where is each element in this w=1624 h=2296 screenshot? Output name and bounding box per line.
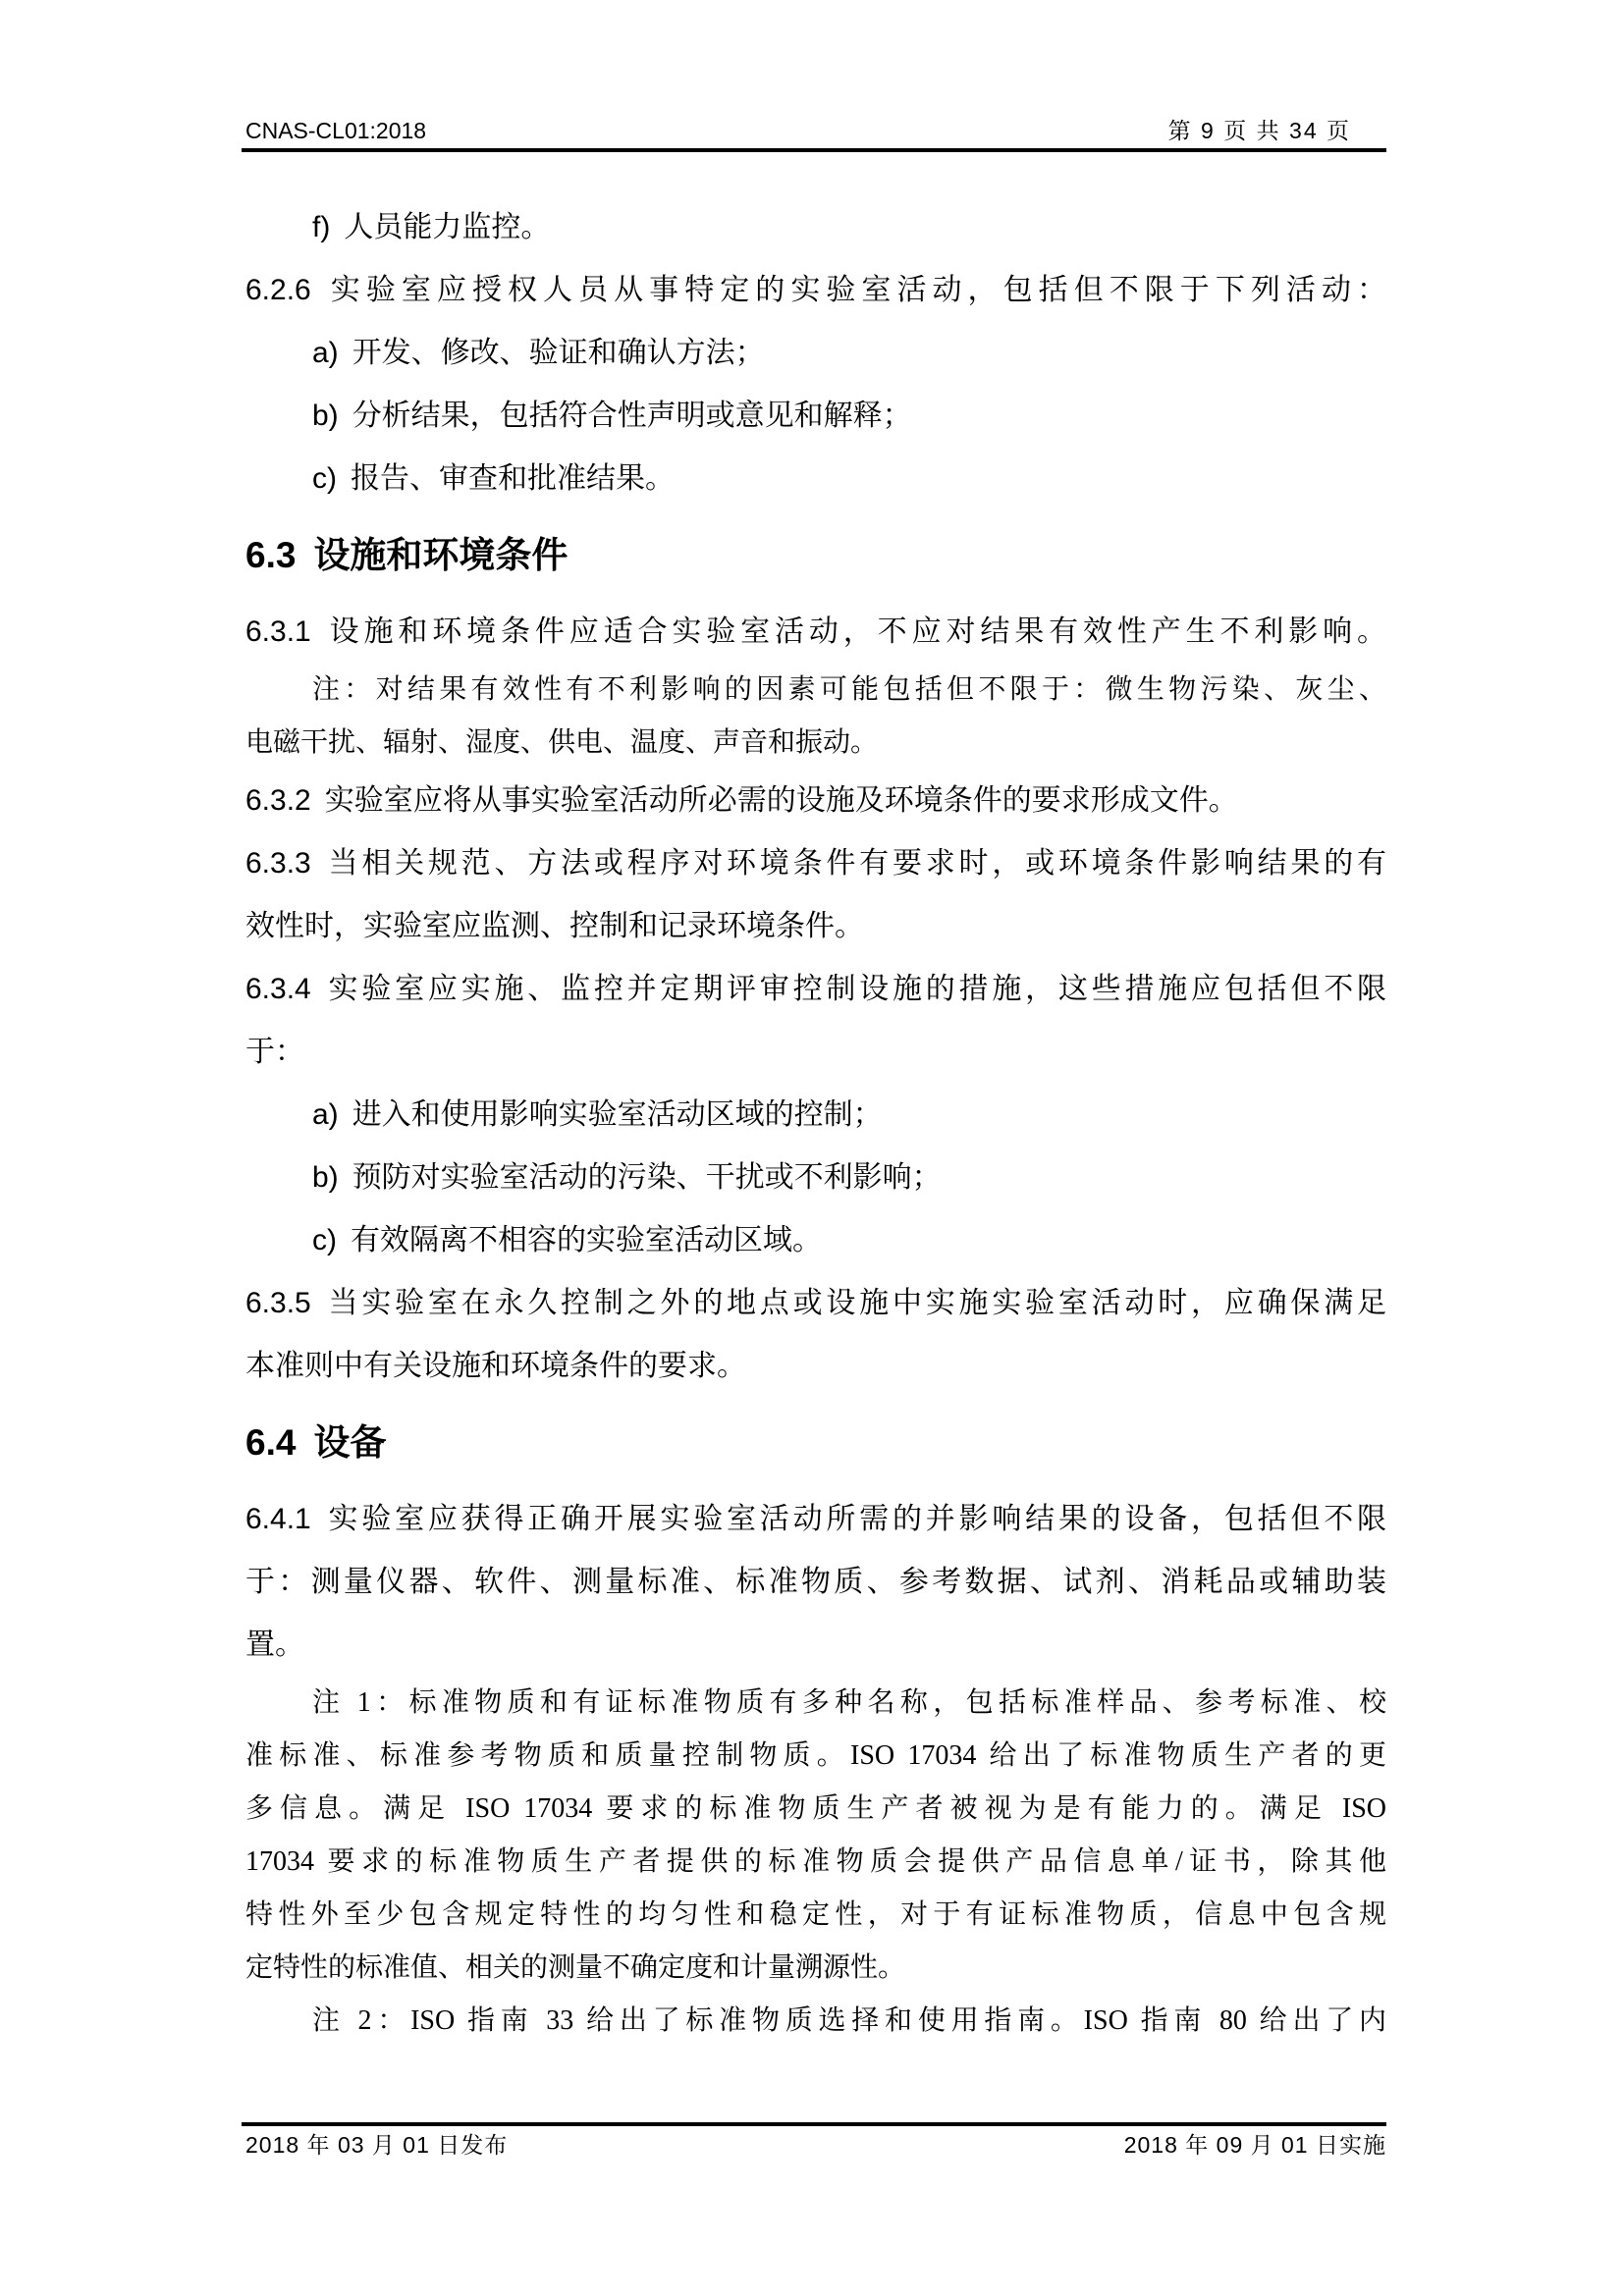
clause-6-3-2 bbox=[245, 770, 1386, 832]
clause-6-3-5-line-2: 本准则中有关设施和环境条件的要求。 bbox=[245, 1350, 746, 1382]
list-item-c bbox=[245, 1209, 1386, 1272]
note-1-line-4: 17034 要求的标准物质生产者提供的标准物质会提供产品信息单/证书，除其他 bbox=[245, 1846, 1386, 1877]
list-marker: f) bbox=[312, 211, 331, 243]
clause-6-3-3-line-1 bbox=[245, 832, 1386, 895]
list-item-a bbox=[245, 1084, 1386, 1147]
document-body bbox=[245, 196, 1386, 2048]
list-text: 人员能力监控。 bbox=[344, 211, 551, 243]
clause-number: 6.3.5 bbox=[245, 1287, 311, 1319]
note-1-line-6: 定特性的标准值、相关的测量不确定度和计量溯源性。 bbox=[245, 1952, 906, 1983]
header-rule bbox=[242, 148, 1386, 152]
note-1-line-3: 多信息。满足 ISO 17034 要求的标准物质生产者被视为是有能力的。满足 ISO bbox=[245, 1793, 1386, 1824]
clause-number: 6.4.1 bbox=[245, 1503, 311, 1535]
note-1-line-5: 特性外至少包含规定特性的均匀性和稳定性，对于有证标准物质，信息中包含规 bbox=[245, 1899, 1386, 1930]
clause-6-3-1 bbox=[245, 601, 1386, 664]
heading-number: 6.4 bbox=[245, 1422, 297, 1463]
list-marker: b) bbox=[312, 1161, 339, 1194]
note-1-line-1: 注 1：标准物质和有证标准物质有多种名称，包括标准样品、参考标准、校 bbox=[312, 1687, 1386, 1718]
page-header bbox=[245, 112, 1386, 145]
section-heading-6-3 bbox=[245, 524, 1386, 587]
clause-text: 当相关规范、方法或程序对环境条件有要求时，或环境条件影响结果的有 bbox=[324, 847, 1386, 880]
list-marker: a) bbox=[312, 1098, 339, 1131]
page-footer bbox=[245, 2130, 1386, 2162]
note-6-3-1-line-1: 注：对结果有效性有不利影响的因素可能包括但不限于：微生物污染、灰尘、 bbox=[312, 674, 1386, 705]
clause-6-2-6 bbox=[245, 259, 1386, 322]
page-number: 第 9 页 共 34 页 bbox=[1167, 118, 1351, 143]
clause-text: 实验室应实施、监控并定期评审控制设施的措施，这些措施应包括但不限 bbox=[324, 973, 1386, 1005]
list-text: 进入和使用影响实验室活动区域的控制； bbox=[352, 1098, 883, 1131]
heading-text: 设备 bbox=[313, 1422, 387, 1463]
implement-date: 2018 年 09 月 01 日实施 bbox=[1123, 2132, 1386, 2158]
clause-text: 实验室应授权人员从事特定的实验室活动，包括但不限于下列活动： bbox=[324, 274, 1386, 306]
note-6-3-1-line-2: 电磁干扰、辐射、湿度、供电、温度、声音和振动。 bbox=[245, 727, 879, 758]
clause-6-4-1-line-1 bbox=[245, 1488, 1386, 1551]
list-text: 开发、修改、验证和确认方法； bbox=[352, 337, 765, 369]
list-marker: c) bbox=[312, 462, 337, 495]
clause-6-3-3-line-2: 效性时，实验室应监测、控制和记录环境条件。 bbox=[245, 910, 864, 942]
list-text: 预防对实验室活动的污染、干扰或不利影响； bbox=[352, 1161, 942, 1194]
list-marker: c) bbox=[312, 1224, 337, 1256]
heading-number: 6.3 bbox=[245, 535, 297, 575]
note-2-line-1: 注 2：ISO 指南 33 给出了标准物质选择和使用指南。ISO 指南 80 给出了内 bbox=[312, 2005, 1386, 2036]
list-marker: a) bbox=[312, 337, 339, 369]
clause-number: 6.3.2 bbox=[245, 784, 311, 817]
doc-code: CNAS-CL01:2018 bbox=[245, 118, 427, 143]
list-text: 分析结果，包括符合性声明或意见和解释； bbox=[352, 400, 912, 432]
list-text: 报告、审查和批准结果。 bbox=[351, 462, 675, 495]
list-item-b bbox=[245, 385, 1386, 448]
list-item-b bbox=[245, 1147, 1386, 1209]
list-item-c bbox=[245, 448, 1386, 510]
clause-number: 6.3.3 bbox=[245, 847, 311, 880]
list-marker: b) bbox=[312, 400, 339, 432]
list-item-f bbox=[245, 196, 1386, 259]
clause-number: 6.2.6 bbox=[245, 274, 311, 306]
clause-text: 当实验室在永久控制之外的地点或设施中实施实验室活动时，应确保满足 bbox=[324, 1287, 1386, 1319]
footer-rule bbox=[242, 2122, 1386, 2126]
clause-text: 设施和环境条件应适合实验室活动，不应对结果有效性产生不利影响。 bbox=[324, 615, 1386, 648]
clause-number: 6.3.4 bbox=[245, 973, 311, 1005]
section-heading-6-4 bbox=[245, 1412, 1386, 1474]
clause-text: 实验室应获得正确开展实验室活动所需的并影响结果的设备，包括但不限 bbox=[324, 1503, 1386, 1535]
clause-6-3-4-line-2: 于： bbox=[245, 1036, 304, 1068]
heading-text: 设施和环境条件 bbox=[313, 535, 568, 575]
clause-6-4-1-line-2: 于：测量仪器、软件、测量标准、标准物质、参考数据、试剂、消耗品或辅助装 bbox=[245, 1566, 1386, 1598]
note-1-line-2: 准标准、标准参考物质和质量控制物质。ISO 17034 给出了标准物质生产者的更 bbox=[245, 1740, 1386, 1771]
clause-text: 实验室应将从事实验室活动所必需的设施及环境条件的要求形成文件。 bbox=[324, 784, 1238, 817]
clause-6-3-4-line-1 bbox=[245, 958, 1386, 1021]
release-date: 2018 年 03 月 01 日发布 bbox=[245, 2132, 509, 2158]
list-item-a bbox=[245, 322, 1386, 385]
clause-6-3-5-line-1 bbox=[245, 1272, 1386, 1335]
list-text: 有效隔离不相容的实验室活动区域。 bbox=[351, 1224, 822, 1256]
clause-number: 6.3.1 bbox=[245, 615, 311, 648]
clause-6-4-1-line-3: 置。 bbox=[245, 1629, 304, 1661]
